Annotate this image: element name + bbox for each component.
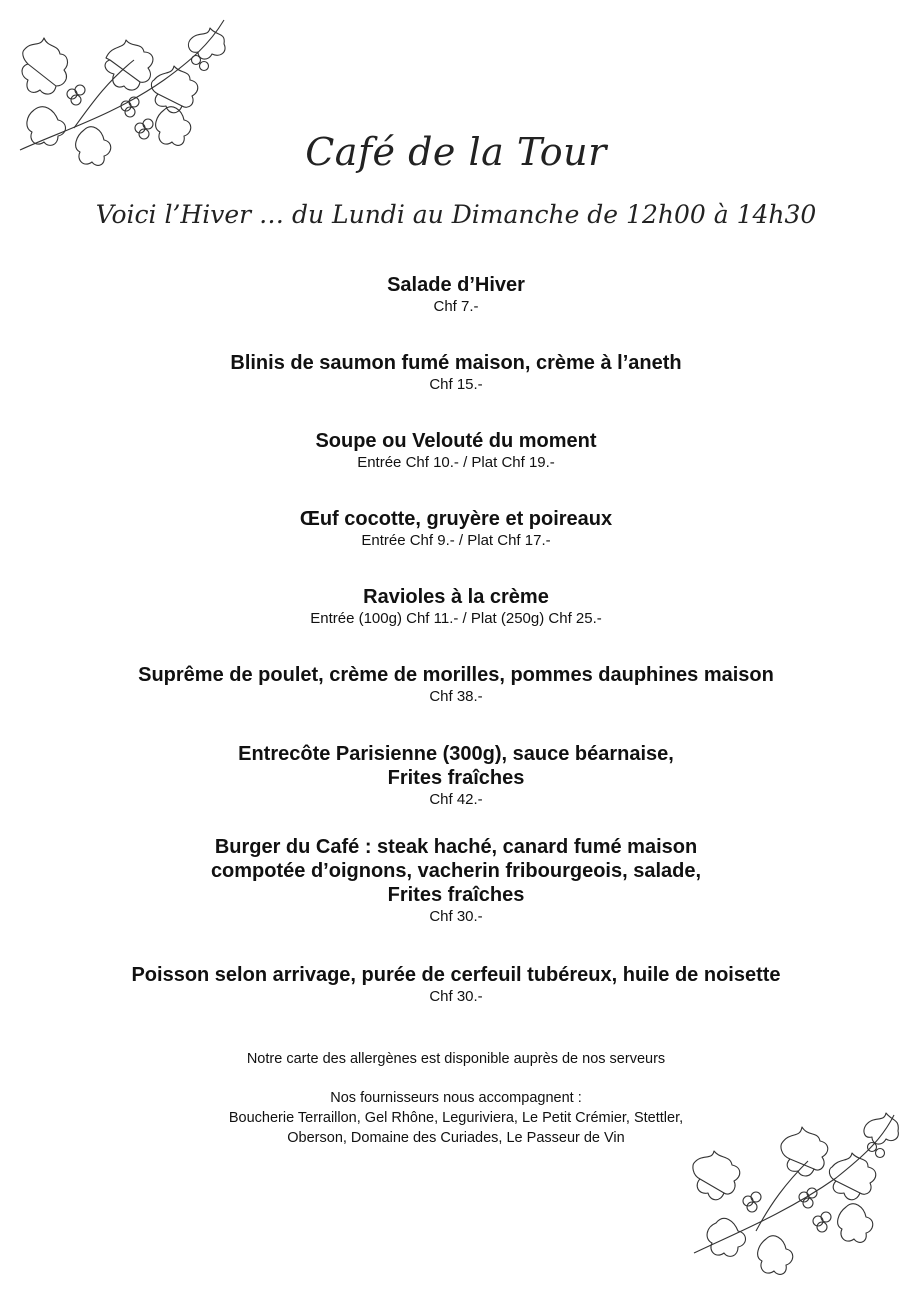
dish-name: Soupe ou Velouté du moment	[315, 430, 597, 452]
page-title: Café de la Tour	[305, 130, 607, 174]
dish-price: Chf 30.-	[429, 988, 483, 1005]
menu-item	[0, 507, 912, 551]
dish-name: Ravioles à la crème	[363, 586, 549, 608]
dish-price: Chf 30.-	[429, 908, 483, 925]
menu-item	[0, 835, 912, 927]
dish-name: compotée d’oignons, vacherin fribourgeois, salade,	[210, 860, 702, 882]
dish-name: Frites fraîches	[387, 884, 525, 906]
dish-name: Œuf cocotte, gruyère et poireaux	[299, 508, 613, 530]
dish-name: Blinis de saumon fumé maison, crème à l’aneth	[230, 352, 682, 374]
menu-item	[0, 273, 912, 317]
dish-name: Frites fraîches	[387, 767, 525, 789]
dish-price: Entrée (100g) Chf 11.- / Plat (250g) Chf 25.-	[310, 610, 602, 627]
allergen-note	[0, 1049, 912, 1069]
dish-name: Salade d’Hiver	[387, 274, 525, 296]
suppliers-line: Oberson, Domaine des Curiades, Le Passeur de Vin	[287, 1130, 625, 1146]
menu-item	[0, 351, 912, 395]
menu-item	[0, 429, 912, 473]
dish-name: Suprême de poulet, crème de morilles, pommes dauphines maison	[138, 664, 774, 686]
dish-name: Poisson selon arrivage, purée de cerfeuil tubéreux, huile de noisette	[131, 964, 781, 986]
menu-item	[0, 963, 912, 1007]
holly-branch-icon	[686, 1103, 900, 1281]
dish-price: Entrée Chf 10.- / Plat Chf 19.-	[357, 454, 555, 471]
dish-price: Chf 15.-	[429, 376, 483, 393]
suppliers-intro: Nos fournisseurs nous accompagnent :	[330, 1090, 582, 1106]
menu-item	[0, 585, 912, 629]
allergen-text: Notre carte des allergènes est disponible auprès de nos serveurs	[246, 1051, 666, 1067]
suppliers-line: Boucherie Terraillon, Gel Rhône, Leguriviera, Le Petit Crémier, Stettler,	[228, 1110, 684, 1126]
menu-item	[0, 663, 912, 707]
dish-name: Burger du Café : steak haché, canard fumé maison	[214, 836, 698, 858]
dish-price: Entrée Chf 9.- / Plat Chf 17.-	[361, 532, 551, 549]
dish-price: Chf 38.-	[429, 688, 483, 705]
dish-price: Chf 7.-	[433, 298, 479, 315]
dish-price: Chf 42.-	[429, 791, 483, 808]
dish-name: Entrecôte Parisienne (300g), sauce béarnaise,	[238, 743, 674, 765]
menu-item	[0, 742, 912, 810]
page-subtitle: Voici l’Hiver … du Lundi au Dimanche de 12h00 à 14h30	[95, 200, 817, 229]
